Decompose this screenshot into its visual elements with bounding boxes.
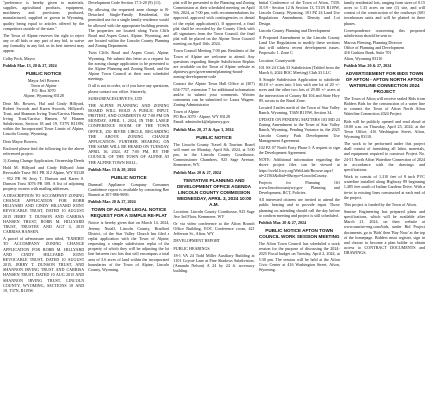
notice-paragraph: Sunrise Engineering has prepared plans and specifications, which will be available after March 21, 2024, on their website at www.sunrise-eng.com/bids, under Bid Project documents, go to 'Bids' then 'Buy Now' at the top of the homepage. Bidders must register, sign in and choose to become a plan holder to obtain access to CONTRACT DOCUMENTS and DRAWINGS.	[343, 209, 426, 256]
notice-paragraph: All interested citizens are invited to attend the public hearing and to provide input. Those planning on attending should call the day before to confirm meeting and project is still scheduled.	[258, 197, 340, 218]
notice-heading: PUBLIC NOTICE	[25, 70, 62, 76]
notice-paragraph: 18-1 VA 24 Todd Miller Auxiliary Building at 1101 Coyote Lane at Pine Shadows Subdivision. (Amanda Nelson) A 24 by 24 ft. accessory building.	[173, 252, 255, 274]
notice-paragraph: Colby Peck, Mayor	[3, 55, 35, 61]
notice-column-2	[88, 0, 169, 400]
notice-paragraph: The Town of Afton will receive sealed Bids from Bidders Bids for the construction of a water line to connect the Town of Afton North Afton Waterline Connection 2024 Project.	[343, 95, 426, 117]
notice-paragraph: The Lincoln County Travel & Tourism Board will meet on Monday, April 8th, 2024, at 5:00 pm, in the Lincoln County Courthouse, Commissioner Chambers, 925 Sage Avenue, Kemmerer, WY.	[173, 141, 255, 168]
notice-paragraph: Hold M. Hillyard and Cindy Hillyard Joint Revocable Trust: 801 PR 312 Alpine, WY 83128 - 952 PR 96 Jerry T. Dunson and Karen S. Dunson Trust 3076 PR 108. A list of adjoining property owners with mailing addresses,	[3, 165, 85, 191]
notice-paragraph: A Proposed Amendment to the Lincoln County Land Use Regulations to modify these sections that will address recent development issues. Proposals: 1. Zone C	[258, 34, 340, 56]
notice-paragraph: Town Council Meeting 7:00 pm. Residents of the Town of Alpine are welcome to attend. Any questions regarding Simple Subdivision Replats are available on the Town of Alpine website at alpinewy.gov/government/planning-board-zoning-development-code	[173, 48, 255, 80]
publish-dates: Publish Mar. 20 & 27, 2024	[258, 219, 307, 225]
notice-column-1	[3, 0, 84, 400]
notice-heading: PUBLIC NOTICE	[196, 134, 232, 140]
notice-paragraph: Notice is hereby given that on March 14, 2024, Jeremy Nutall, Lincoln County, Bradford District, of the Star Valley Church has filed a replat application with the Town of Alpine, requesting a simple subdivision replat of the property of which they will be adjusting the lot line between two lots that will encompass a total area of 3.6 acres of land within the incorporated boundaries of the Town of Alpine, Lincoln County, Wyoming.	[88, 220, 170, 272]
notice-paragraph: Contact the Alpine Town Hall Office at (307) 654-7757, extension 7 for additional information and/or to submit your comments. Written comments can be submitted to: Laura Wagner, Zoning Administrator	[173, 81, 255, 107]
notice-paragraph: The Afton Town Council has scheduled a work session for the purpose of discussing the 2024-2025 Fiscal budget on Tuesday, April 2, 2024, at 5:30 pm. The session will be held at the Afton Civic Center at 416 Washington Street, Afton, Wyoming.	[258, 241, 340, 272]
notice-paragraph: A parcel of ad-measure area titled, "EXHIBIT TO ACCOMPANY ZONING CHANGE APPLICATION FOR ROBB M. HILLYARD AND CINDY HILLYARD JOINT REVOCABLE TRUST, DATED 10 AUGUST 2015, JERRY T. DUNSON TRUST, AND SHANNON IRVING TRUST AND CARRISA HANSEN TRUST, DATED 10 AUG 2015 AND SHANNON IRVING TRUST, LINCOLN COUNTY, WYOMING, SECTIONS 18 AND 19, T37N, R118W.	[3, 236, 85, 293]
notice-paragraph: Bids will be publicly opened and read aloud at 10:00 a.m. on Thursday, April 25, 2024, at the Town Office, 416 Washington Street, Afton, Wyoming 83110.	[343, 118, 426, 139]
notice-paragraph: Located 3 miles north of the Town of Star Valley Ranch, Wyoming, T36N R119W, Section 34.	[258, 104, 340, 115]
notice-paragraph: This project is funded by the Town of Afton.	[343, 201, 417, 207]
publish-dates: Publish Mar. 20 & 27, 2024	[88, 199, 136, 205]
notice-paragraph: Work to consist of 1,310 feet of 8 inch PVC waterline installed along Highway 89 beginning 1,485 feet south of Indian Gardens Drive. With a tie-in to existing lines constructed at each end of the project.	[343, 174, 426, 200]
notice-paragraph: A Simple Subdivision Application to subdivide 80.10 +/- acres into 3 lots with one lot of 20 +/- acres and the other two lots of 29.80 +/- acres at the intersection of County Rd 104 and State Hwy 89, across to the Rural Zone.	[258, 77, 340, 103]
notice-paragraph: Twin Cliffs Road and Aspen Court, Alpine, Wyoming. We submit this letter as a request for the zoning change application to be presented to the Alpine Planning and Zoning Board, and the Alpine Town Council at their next scheduled meetings.	[88, 50, 170, 82]
notice-paragraph: Development Code Section 17.3-20 (9) (11).	[88, 0, 162, 5]
notice-column-5	[344, 0, 425, 400]
notice-paragraph: Projects for Planning Off www.lincolncountywy.gov Planning and Development, RCT, Policies.	[258, 179, 340, 196]
notice-paragraph: 101 SS 24 Club 33 Subdivision (Tabled from the March 6, 2024 BOC Meeting) Club 33 LLC	[258, 64, 340, 75]
notice-paragraph: Dunmail Appliance Company Consumer Confidence report is available by contacting Ben Barnett at 307-886-9690.	[88, 181, 170, 198]
notice-heading: PUBLIC NOTICE AFTON TOWN COUNCIL WORK SESSION MEETING	[258, 228, 340, 240]
notice-paragraph: By allowing the requested zone change to R-Detached Single-Family Residential, the permitted use for a single family residence would be allowed with the appropriate building permits. The properties are located along Twin Cliffs Road and Aspen Court, Alpine, Wyoming, and are located within the Lincoln County Planning and Zoning Department.	[88, 7, 170, 49]
notice-paragraph: A DESCRIPTION TO ACCOMPANY ZONING CHANGE APPLICATION FOR ROBB HILLYARD AND CINDY HILLYARD JOINT REVOCABLE TRUST, DATED 10 AUGUST 2015 JERRY T. DUNSON AND CARRISA HANSEN TRUST, ROBB M. HILLYARD TRUST, TRUSTEE AND AGT 3, 2015 CARRISA HANSEN.	[3, 193, 85, 235]
notice-paragraph: "preference is hereby given to materials, supplies, agricultural products, equipment, machinery and provisions produced, manufactured, supplied or grown in Wyoming, quality being equal to articles offered by the competitors outside of the state."	[3, 0, 85, 31]
notice-paragraph: UPDATE ON PENDING MATTERS 103 MD 24 Zoning Amendment to the Town of Star Valley Ranch, Wyoming. Pending Variance in, the 2025 Lincoln County Park Development Use Management Agreement.	[258, 117, 340, 143]
notice-paragraph: Location: Countywide	[258, 57, 296, 63]
notice-paragraph: Lincoln County Planning and Development	[258, 27, 331, 33]
notice-paragraph: plat will be presented to the Planning and Zoning Commission at their scheduled meeting on April 9th, 2024, at 7:00 pm, with recommendations for approval, approval with contingencies or denial of the replat application(s). If approved, a final plat shall be recorded by the County Clerk with all signatures from the Town Council, the final plat will be placed on the Alpine Town Council meeting on April 16th, 2024.	[173, 0, 255, 47]
notice-paragraph: Enclosed please find the following for the above referenced project:	[3, 145, 85, 156]
notice-paragraph: Dear Mr. Bowers, Hal and Cindy Hillyard, Robert Swoods and Karen Swoods, Hillyard's Trust, and Shannon Irving Trust/Carrisa Hansen, Irving Trust/Carrisa Hansen, W Hansen Subdivision, Section 18 and 19, T37N R118W, within the Incorporated Town Limits of Alpine, Lincoln County, Wyoming.	[3, 100, 85, 137]
notice-heading: TENTATIVE PLANNING AND DEVELOPMENT OFFICE AGENDA LINCOLN COUNTY COMMISSION WEDNESDAY, APRIL 3, 2024 10:00 A.M.	[176, 177, 252, 207]
notice-paragraph: If all is not in order, or if you have any questions, please contact our office. Sincerely,	[88, 83, 170, 94]
notice-paragraph: Marcus Fleming, Planning Director Office of Planning and Development 416 Gaskins Bank, Suite 701 Alton, Wyoming 83110	[343, 40, 405, 61]
publish-dates: Publish Mar. 20 & 27, 2024	[343, 62, 392, 68]
notice-paragraph: Town of Alpine PO Box 3070 - Alpine, WY 83128 Email: adminclerk@alpinewy.gov	[173, 109, 230, 125]
notice-paragraph: Or via video conference at the Afton Branch Office Building, EOC Conference room, 421 Jefferson St., Afton, WY	[173, 221, 255, 237]
notice-paragraph: DEVELOPMENT REPORT	[173, 238, 221, 244]
notice-paragraph: 1) Zoning Change Application, Ownership Deeds	[3, 158, 85, 164]
notice-paragraph: Location: Lincoln County Courthouse, 925 Sage Ave 3rd Floor, Kemmerer, WY	[173, 208, 255, 219]
address-block: Mayor Jeff Bowers Town of Alpine P.O. Box 3070 Alpine, Wyoming 83128	[23, 77, 64, 99]
publish-dates: Publish Mar. 20 & 27, 2024	[173, 169, 221, 175]
publish-dates: Publish Mar. 13 & 20, 2024	[88, 166, 136, 172]
notice-heading: ADVERTISEMENT FOR BIDS TOWN OF AFTON - AFTON NORTH AFTON WATERLINE CONNECTION 2024 PROJECT	[345, 70, 424, 94]
notice-paragraph: THE ALPINE PLANNING AND ZONING BOARD WILL HOLD A PUBLIC INPUT, PROTEST, AND COMMENTS AT 7:00 PM ON MONDAY, APRIL 1, 2024, IN THE LARGE CONFERENCE ROOM OF THE TOWN OFFICE, 250 RIVER CIRCLE, REGARDING THE ABOVE ZONING CHANGE APPLICATION. FURTHER HEARING ON THE SAME WILL BE HEARD ON TUESDAY, APRIL 16, 2024, AT 7:00 PM, BY THE COUNCIL OF THE TOWN OF ALPINE AT THE ALPINE TOWN HALL.	[88, 102, 170, 165]
publish-dates: Publish Mar. 13, 20 & 27, 2024	[3, 62, 57, 68]
notice-paragraph: The Town of Alpine reserves the right to reject any or all bids or any part of any bid, to waive any formality in any bid, as its best interest may appear.	[3, 32, 85, 54]
notice-heading: TOWN OF ALPINE LEGAL NOTICE REQUEST FOR A SIMPLE RE-PLAT	[90, 207, 168, 219]
notice-paragraph: NOTE: Additional information regarding the above project files can be viewed at https://webl.lcwy.org/WebLink/Browse.aspx?id=21563&dbid=0&repo=LincolnCounty.	[258, 157, 340, 178]
publish-dates: Publish Mar. 20, 27 & Apr. 3, 2024	[173, 126, 234, 132]
notice-paragraph: The work to be performed under this project shall consist of furnishing all labor, materials, and equipment required to construct Project No. 24-51 North Afton Waterline Connection of 2024 in accordance with the drawings and specifications.	[343, 141, 426, 172]
notice-heading: PUBLIC NOTICE	[110, 174, 147, 180]
notice-paragraph: Correspondence concerning this proposed subdivision should be sent to:	[343, 27, 426, 38]
notice-paragraph: 102 PZ 07 North Forty Phase I: A request to sign the Development Agreement.	[258, 144, 340, 156]
notice-paragraph: SUBSURFACESURVEYS, LTD	[88, 95, 143, 101]
notice-paragraph: Initial Conference of the Town of Afton, 7339, 01/19 - Section 12 & Section 13, T31N R119W, Lincoln County, Wyoming. 101 PZ 24 Land Use Regulations Amendment, Density and Lot Design.	[258, 0, 340, 26]
notice-paragraph: PUBLIC HEARINGS	[173, 245, 210, 251]
notice-column-4	[259, 0, 340, 400]
notice-column-3	[173, 0, 254, 400]
notice-paragraph: Dear Mayor Bowers,	[3, 138, 38, 144]
notice-paragraph: family residential lots, ranging from sizes of 0.15 acres to 1.33 acres on one (1) site, and will consist of the construction of the roadways (601 townhouses units and will be platted in three phases.	[343, 0, 426, 26]
